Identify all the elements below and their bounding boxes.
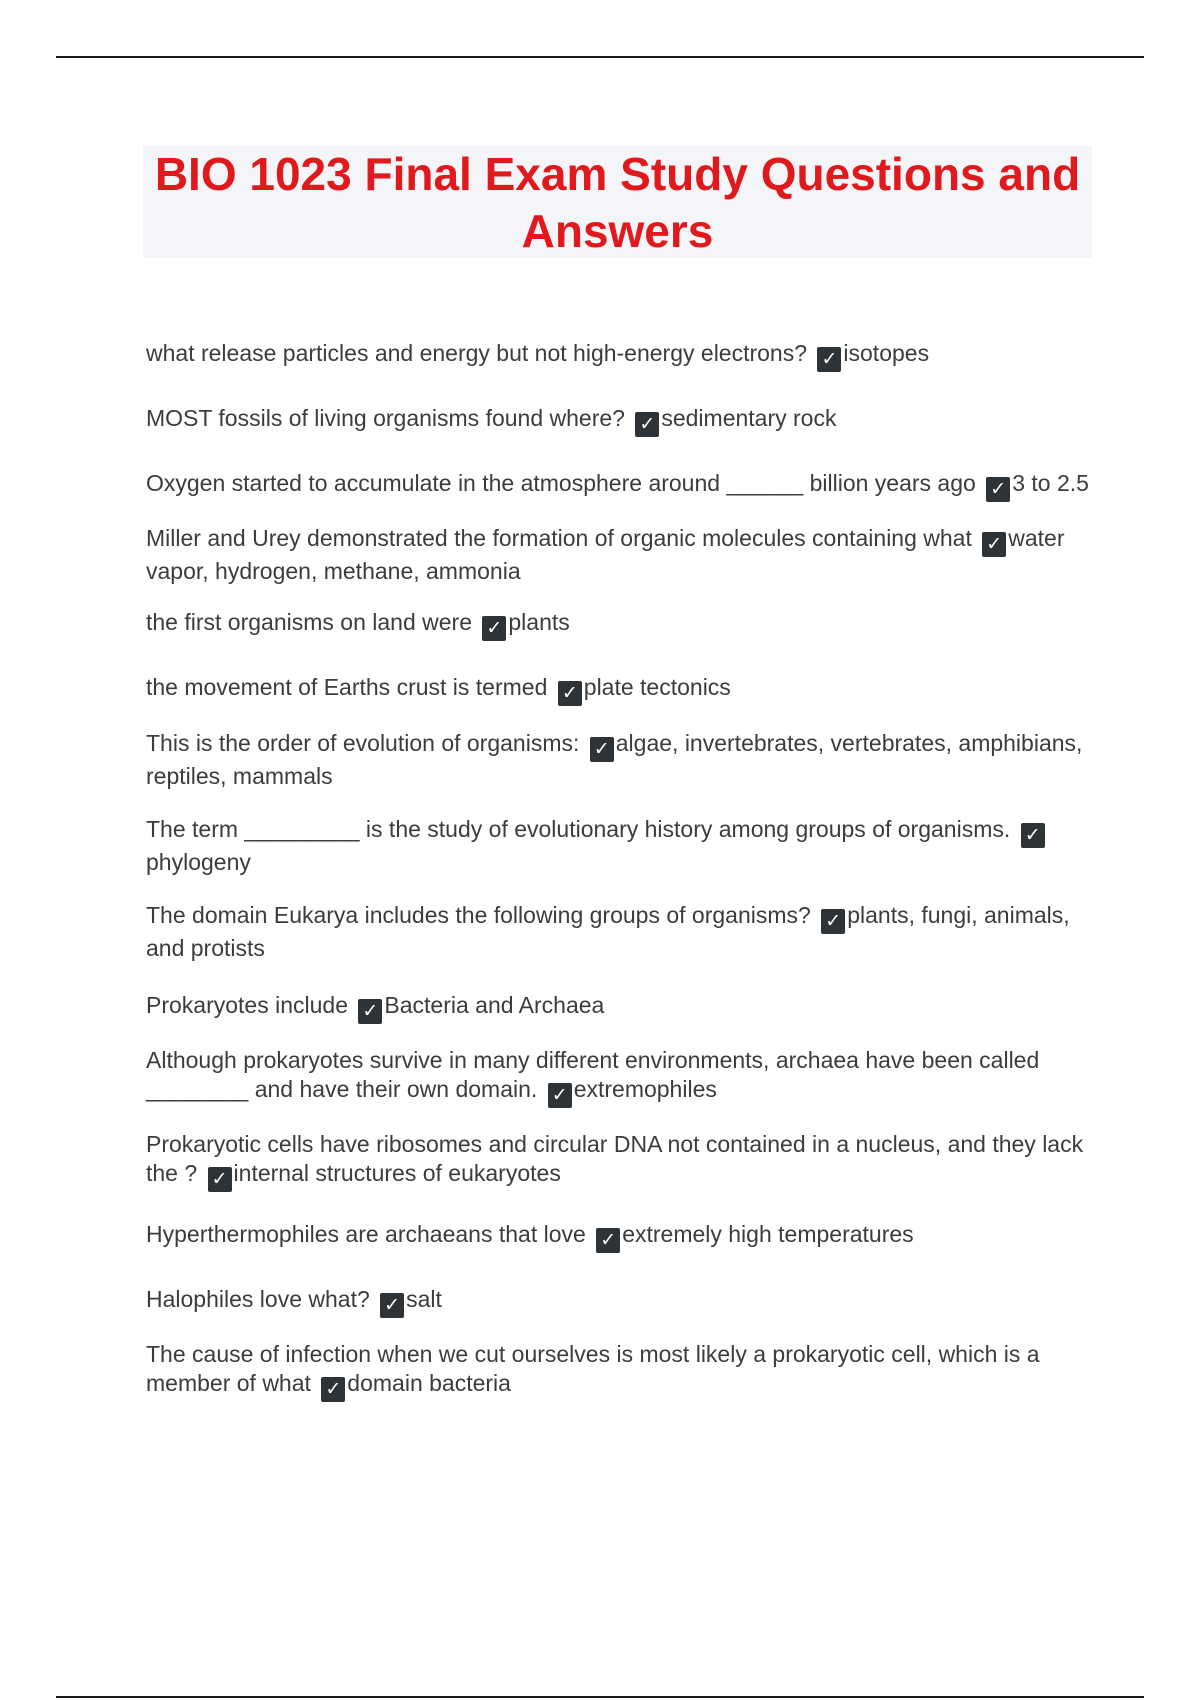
checkbox-icon: ✓ <box>596 1228 620 1253</box>
qa-item <box>146 339 1091 372</box>
checkbox-icon: ✓ <box>982 532 1006 557</box>
answer-text: internal structures of eukaryotes <box>233 1160 561 1186</box>
qa-item <box>146 469 1091 502</box>
question-text: The cause of infection when we cut ourselves is most likely a prokaryotic cell, which is a member of what <box>146 1341 1040 1396</box>
checkbox-icon: ✓ <box>321 1377 345 1402</box>
answer-text: sedimentary rock <box>661 405 837 431</box>
answer-text: extremely high temperatures <box>622 1221 914 1247</box>
qa-item <box>146 901 1091 963</box>
question-text: Halophiles love what? <box>146 1286 370 1312</box>
answer-text: 3 to 2.5 <box>1012 470 1089 496</box>
qa-list <box>146 313 1091 1402</box>
checkbox-icon: ✓ <box>482 616 506 641</box>
question-text: the movement of Earths crust is termed <box>146 674 548 700</box>
qa-item <box>146 1340 1091 1402</box>
question-text: The term _________ is the study of evolutionary history among groups of organisms. <box>146 816 1011 842</box>
answer-text: plate tectonics <box>583 674 731 700</box>
page-title: BIO 1023 Final Exam Study Questions and Answers <box>154 148 1081 257</box>
title-banner <box>143 146 1092 258</box>
checkbox-icon: ✓ <box>558 681 582 706</box>
answer-text: phylogeny <box>146 849 251 875</box>
checkbox-icon: ✓ <box>1021 823 1045 848</box>
question-text: what release particles and energy but not high-energy electrons? <box>146 340 808 366</box>
question-text: Prokaryotic cells have ribosomes and circular DNA not contained in a nucleus, and they lack the ? <box>146 1131 1084 1186</box>
answer-text: Bacteria and Archaea <box>384 992 605 1018</box>
answer-text: algae, invertebrates, vertebrates, amphibians, reptiles, mammals <box>146 730 1083 789</box>
checkbox-icon: ✓ <box>208 1167 232 1192</box>
question-text: Oxygen started to accumulate in the atmosphere around ______ billion years ago <box>146 470 976 496</box>
question-text: Although prokaryotes survive in many different environments, archaea have been called ________ and have their own domain. <box>146 1047 1040 1102</box>
answer-text: domain bacteria <box>347 1370 511 1396</box>
qa-item <box>146 608 1091 641</box>
answer-text: extremophiles <box>573 1076 717 1102</box>
qa-item <box>146 404 1091 437</box>
question-text: the first organisms on land were <box>146 609 472 635</box>
question-text: Hyperthermophiles are archaeans that love <box>146 1221 586 1247</box>
qa-item <box>146 1130 1091 1192</box>
answer-text: salt <box>406 1286 442 1312</box>
checkbox-icon: ✓ <box>380 1293 404 1318</box>
checkbox-icon: ✓ <box>635 412 659 437</box>
question-text: This is the order of evolution of organisms: <box>146 730 580 756</box>
bottom-rule <box>56 1696 1144 1698</box>
top-rule <box>56 56 1144 58</box>
checkbox-icon: ✓ <box>548 1083 572 1108</box>
question-text: MOST fossils of living organisms found where? <box>146 405 625 431</box>
answer-text: water vapor, hydrogen, methane, ammonia <box>146 525 1065 584</box>
qa-item <box>146 1285 1091 1318</box>
checkbox-icon: ✓ <box>817 347 841 372</box>
checkbox-icon: ✓ <box>590 737 614 762</box>
qa-item <box>146 729 1091 791</box>
question-text: Miller and Urey demonstrated the formation of organic molecules containing what <box>146 525 972 551</box>
qa-item <box>146 673 1091 706</box>
checkbox-icon: ✓ <box>358 999 382 1024</box>
question-text: The domain Eukarya includes the following groups of organisms? <box>146 902 811 928</box>
qa-item <box>146 1220 1091 1253</box>
answer-text: plants, fungi, animals, and protists <box>146 902 1070 961</box>
qa-item <box>146 1046 1091 1108</box>
qa-item <box>146 991 1091 1024</box>
qa-item <box>146 815 1091 877</box>
checkbox-icon: ✓ <box>821 909 845 934</box>
checkbox-icon: ✓ <box>986 477 1010 502</box>
answer-text: isotopes <box>843 340 930 366</box>
answer-text: plants <box>508 609 570 635</box>
question-text: Prokaryotes include <box>146 992 348 1018</box>
qa-item <box>146 524 1091 586</box>
